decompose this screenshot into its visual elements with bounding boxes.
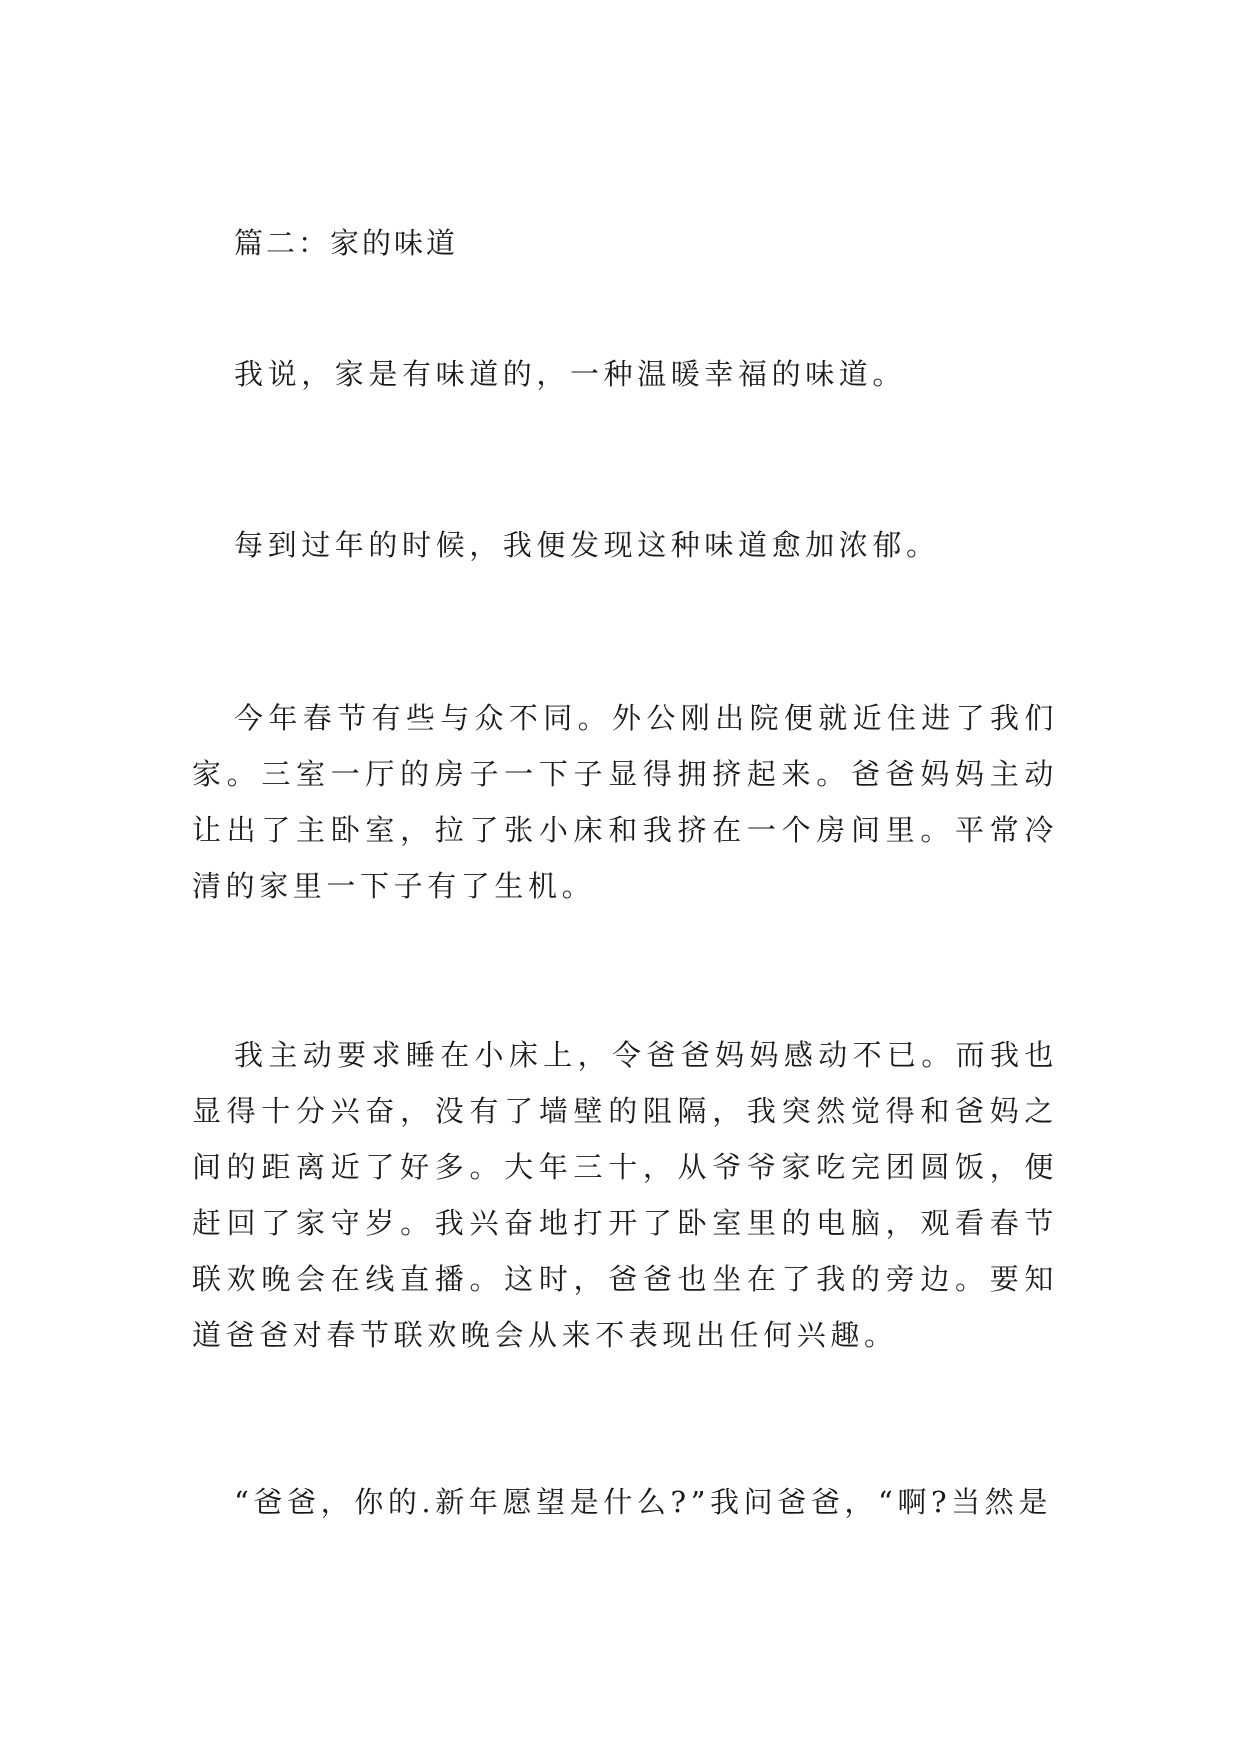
paragraph-4: 我主动要求睡在小床上，令爸爸妈妈感动不已。而我也显得十分兴奋，没有了墙壁的阻隔，我突然觉得和爸妈之间的距离近了好多。大年三十，从爷爷家吃完团圆饭，便赶回了家守岁。我兴奋地打开了卧室里的电脑，观看春节联欢晚会在线直播。这时，爸爸也坐在了我的旁边。要知道爸爸对春节联欢晚会从来不表现出任何兴趣。: [192, 1038, 1058, 1352]
section-heading: 篇二：家的味道: [234, 226, 459, 260]
paragraph-2: 每到过年的时候，我便发现这种味道愈加浓郁。: [234, 528, 940, 562]
paragraph-3: 今年春节有些与众不同。外公刚出院便就近住进了我们家。三室一厅的房子一下子显得拥挤起来。爸爸妈妈主动让出了主卧室，拉了张小床和我挤在一个房间里。平常冷清的家里一下子有了生机。: [192, 701, 1058, 903]
paragraph-1: 我说，家是有味道的，一种温暖幸福的味道。: [234, 357, 907, 391]
paragraph-5: “爸爸，你的.新年愿望是什么?”我问爸爸，“啊?当然是: [234, 1485, 1052, 1519]
